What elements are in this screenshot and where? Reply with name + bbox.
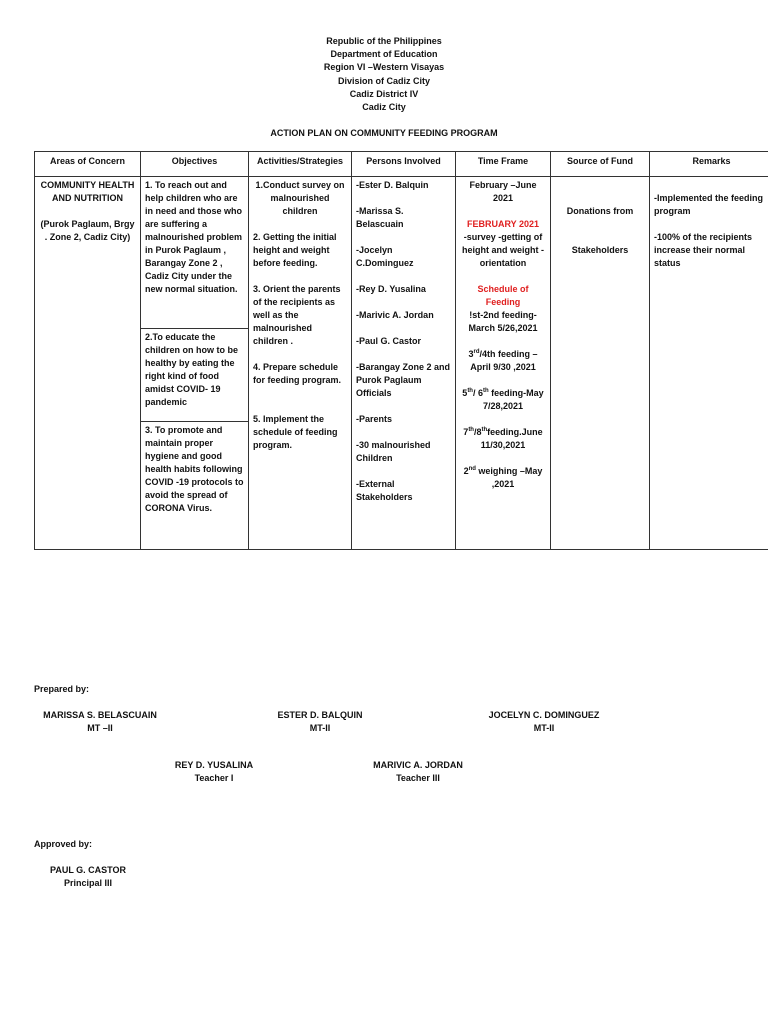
document-header <box>0 35 768 114</box>
persons-cell <box>352 177 456 550</box>
objective-cell: 1. To reach out and help children who are in need and those who are suffering a malnourished problem in Purok Paglaum , Barangay Zone 2 , Cadiz City under the new normal situation. <box>141 177 249 329</box>
header-line: Department of Education <box>330 49 438 60</box>
signatory-name: ESTER D. BALQUIN <box>277 710 363 720</box>
signatory-position: Teacher III <box>396 773 440 783</box>
signatory <box>30 709 170 735</box>
february-items: -survey -getting of height and weight -orientation <box>462 232 544 268</box>
prepared-by-label: Prepared by: <box>34 684 90 694</box>
schedule-item: 7th/8thfeeding.June 11/30,2021 <box>463 427 543 450</box>
column-header: Areas of Concern <box>35 152 141 177</box>
time-frame-cell <box>456 177 551 550</box>
schedule-heading: Schedule of Feeding <box>477 284 529 307</box>
person-item: -Rey D. Yusalina <box>356 284 426 294</box>
february-heading: FEBRUARY 2021 <box>466 219 540 229</box>
table-header-row <box>35 152 768 177</box>
header-line: Region VI –Western Visayas <box>323 62 445 73</box>
schedule-item: 5th/ 6th feeding-May 7/28,2021 <box>462 388 544 411</box>
column-header: Source of Fund <box>551 152 650 177</box>
signatory <box>358 759 478 785</box>
fund-line: Donations from <box>566 206 634 216</box>
signatory-position: Teacher I <box>194 773 234 783</box>
signatory-position: MT-II <box>309 723 331 733</box>
column-header: Objectives <box>141 152 249 177</box>
approved-by-label: Approved by: <box>34 839 93 849</box>
schedule-item: 3rd/4th feeding – April 9/30 ,2021 <box>468 349 538 372</box>
person-item: -Ester D. Balquin <box>356 180 429 190</box>
person-item: -Paul G. Castor <box>356 336 422 346</box>
signatory-position: MT-II <box>533 723 555 733</box>
activity-item: 4. Prepare schedule for feeding program. <box>253 362 342 385</box>
signatory-name: MARIVIC A. JORDAN <box>373 760 463 770</box>
person-item: -Marissa S. Belascuain <box>356 206 404 229</box>
column-header: Persons Involved <box>352 152 456 177</box>
activity-item: 2. Getting the initial height and weight before feeding. <box>253 232 337 268</box>
action-plan-table <box>34 151 768 550</box>
objective-cell: 3. To promote and maintain proper hygiene and good health habits following COVID -19 protocols to avoid the spread of CORONA Virus. <box>141 422 249 550</box>
schedule-item: !st-2nd feeding-March 5/26,2021 <box>468 310 538 333</box>
table-row <box>35 177 768 329</box>
source-of-fund-cell <box>551 177 650 550</box>
signatory-name: JOCELYN C. DOMINGUEZ <box>488 710 600 720</box>
remarks-cell <box>650 177 768 550</box>
activities-cell <box>249 177 352 550</box>
person-item: -Barangay Zone 2 and Purok Paglaum Officials <box>356 362 451 398</box>
column-header: Time Frame <box>456 152 551 177</box>
header-line: Division of Cadiz City <box>337 75 430 86</box>
signatory <box>164 759 264 785</box>
activity-item: 3. Orient the parents of the recipients as well as the malnourished children . <box>253 284 341 346</box>
person-item: -Marivic A. Jordan <box>356 310 434 320</box>
plan-title: ACTION PLAN ON COMMUNITY FEEDING PROGRAM <box>270 128 498 138</box>
approver-position: Principal III <box>63 878 112 888</box>
approver-name: PAUL G. CASTOR <box>49 865 126 875</box>
signatory-name: REY D. YUSALINA <box>174 760 254 770</box>
person-item: -Parents <box>356 414 393 424</box>
area-location: (Purok Paglaum, Brgy . Zone 2, Cadiz City) <box>40 219 135 242</box>
area-of-concern-cell <box>35 177 141 550</box>
area-name: COMMUNITY HEALTH AND NUTRITION <box>40 180 135 203</box>
person-item: -30 malnourished Children <box>356 440 431 463</box>
header-line: Cadiz City <box>362 102 406 113</box>
approver <box>38 864 138 890</box>
schedule-item: 2nd weighing –May ,2021 <box>463 466 543 489</box>
activity-item: 1.Conduct survey on malnourished children <box>255 180 345 216</box>
activity-item: 5. Implement the schedule of feeding program. <box>253 414 338 450</box>
objective-cell: 2.To educate the children on how to be healthy by eating the right kind of food amidst COVID- 19 pandemic <box>141 329 249 422</box>
fund-line: Stakeholders <box>571 245 629 255</box>
remark-item: -100% of the recipients increase their normal status <box>654 232 753 268</box>
header-line: Cadiz District IV <box>349 88 419 99</box>
person-item: -Jocelyn C.Dominguez <box>356 245 414 268</box>
person-item: -External Stakeholders <box>356 479 413 502</box>
remark-item: -Implemented the feeding program <box>654 193 764 216</box>
column-header: Remarks <box>650 152 768 177</box>
signatory-position: MT –II <box>87 723 113 733</box>
signatory <box>474 709 614 735</box>
time-period: February –June 2021 <box>469 180 537 203</box>
signatory <box>260 709 380 735</box>
header-line: Republic of the Philippines <box>326 36 442 46</box>
column-header: Activities/Strategies <box>249 152 352 177</box>
signatory-name: MARISSA S. BELASCUAIN <box>43 710 157 720</box>
